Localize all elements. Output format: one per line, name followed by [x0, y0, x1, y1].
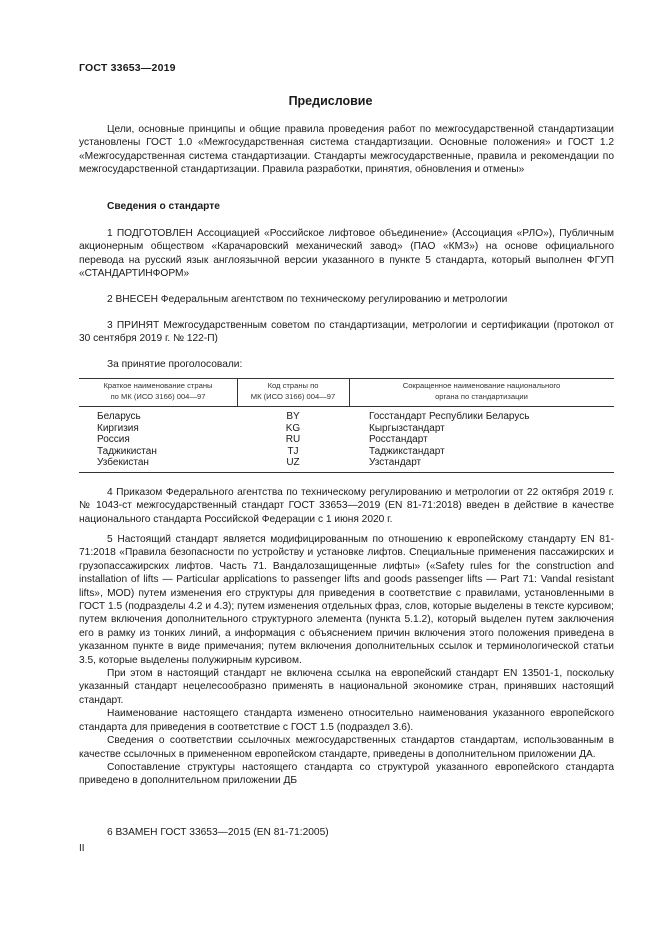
vote-label-block [79, 358, 614, 371]
item-5-references-paragraph: Сведения о соответствии ссылочных межгосударственных стандартов стандартам, использованным в качестве ссылочных в примененном европейском стандарте, приведены в дополнительном приложении ДА. [79, 735, 614, 760]
item-5-title-change-paragraph: Наименование настоящего стандарта изменено относительно наименования указанного европейского стандарта для приведения в соответствие с ГОСТ 1.5 (подраздел 3.6). [79, 708, 614, 733]
table-top-border [79, 378, 614, 379]
item-6-block [79, 826, 614, 839]
table-cell-code: TJ [287, 445, 299, 457]
table-cell-country: Россия [97, 434, 130, 446]
table-cell-code: BY [286, 411, 300, 422]
table-cell-country: Киргизия [97, 422, 139, 434]
item-5-exclusion-paragraph: При этом в настоящий стандарт не включена ссылка на европейский стандарт EN 13501-1, поскольку указанный стандарт нецелесообразно применять в национальной экономике стран, принявших настоящий стандарт. [79, 668, 614, 706]
item-5-structure-paragraph: Сопоставление структуры настоящего стандарта со структурой указанного европейского стандарта приведено в дополнительном приложении ДБ [79, 761, 614, 787]
table-bottom-border [79, 472, 614, 473]
table-cell-code: UZ [286, 457, 300, 469]
table-cell-country: Узбекистан [97, 457, 149, 469]
item-6-paragraph: 6 ВЗАМЕН ГОСТ 33653—2015 (EN 81-71:2005) [107, 827, 329, 838]
table-cell-body: Таджикстандарт [369, 445, 445, 457]
item-1-block [79, 227, 614, 281]
item-4-block [79, 486, 614, 526]
item-1-paragraph: 1 ПОДГОТОВЛЕН Ассоциацией «Российское лифтовое объединение» (Ассоциация «РЛО»), Публичным акционерным обществом «Карачаровский механический завод» (ПАО «КМЗ») на основе официального перевода на русский язык англоязычной версии указанного в пункте 5 стандарта, который выполнен ФГУП «СТАНДАРТИНФОРМ» [79, 228, 614, 280]
intro-block [79, 123, 614, 177]
page-title: Предисловие [288, 94, 373, 108]
table-header-body: Сокращенное наименование национального органа по стандартизации [402, 381, 561, 401]
table-column-country [97, 411, 157, 469]
table-header-country: Краткое наименование страны по МК (ИСО 3166) 004—97 [103, 381, 213, 401]
table-cell-country: Беларусь [97, 411, 141, 422]
table-header-border [79, 406, 614, 407]
table-column-code [237, 411, 349, 469]
table-header-code: Код страны по МК (ИСО 3166) 004—97 [250, 381, 336, 401]
item-5-block [79, 533, 614, 788]
item-2-block [79, 293, 614, 306]
voting-table [79, 378, 614, 473]
item-3-block [79, 319, 614, 346]
table-cell-body: Узстандарт [369, 457, 422, 469]
item-4-paragraph: 4 Приказом Федерального агентства по техническому регулированию и метрологии от 22 октября 2019 г. № 1043-ст межгосударственный стандарт ГОСТ 33653—2019 (EN 81-71:2018) введен в действие в качестве национального стандарта Российской Федерации с 1 июня 2020 г. [79, 487, 614, 525]
intro-paragraph: Цели, основные принципы и общие правила проведения работ по межгосударственной стандартизации установлены ГОСТ 1.0 «Межгосударственная система стандартизации. Основные положения» и ГОСТ 1.2 «Межгосударственная система стандартизации. Стандарты межгосударственные, правила и рекомендации по межгосударственной стандартизации. Правила разработки, принятия, обновления и отмены» [79, 124, 614, 176]
table-cell-country: Таджикистан [97, 445, 157, 457]
table-cell-body: Госстандарт Республики Беларусь [369, 411, 530, 422]
document-header-id: ГОСТ 33653—2019 [79, 62, 176, 74]
table-cell-body: Росстандарт [369, 434, 428, 446]
item-5-paragraph: 5 Настоящий стандарт является модифицированным по отношению к европейскому стандарту EN 81-71:2018 «Правила безопасности по устройству и установке лифтов. Специальные применения пассажирских и грузопассажирских лифтов. Часть 71. Вандалозащищенные лифты» («Safety rules for the construction and installation of lifts — Particular applications to passenger lifts and goods passenger lifts — Part 71: Vandal resistant lifts», MOD) путем изменения его структуры для приведения в соответствие с правилами, установленными в ГОСТ 1.5 (подразделы 4.2 и 4.3); путем изменения отдельных фраз, слов, которые выделены в тексте курсивом; путем включения дополнительного структурного элемента (пункта 5.1.2), который выделен путем заключения его в рамку из тонких линий, а информация с объяснением причин включения этого положения приведена в указанном пункте в виде примечания; путем включения дополнительных ссылок и терминологической статьи 3.5, которые выделены полужирным курсивом. [79, 534, 614, 666]
table-column-body [369, 411, 529, 469]
item-2-paragraph: 2 ВНЕСЕН Федеральным агентством по техническому регулированию и метрологии [107, 294, 508, 305]
item-3-paragraph: 3 ПРИНЯТ Межгосударственным советом по стандартизации, метрологии и сертификации (протокол от 30 сентября 2019 г. № 122-П) [79, 320, 614, 345]
table-cell-code: KG [285, 422, 301, 434]
vote-label: За принятие проголосовали: [107, 359, 243, 370]
table-cell-code: RU [285, 434, 301, 446]
section-title: Сведения о стандарте [107, 201, 220, 212]
table-cell-body: Кыргызстандарт [369, 422, 445, 434]
section-title-block [79, 200, 614, 213]
page-number: II [79, 843, 85, 854]
